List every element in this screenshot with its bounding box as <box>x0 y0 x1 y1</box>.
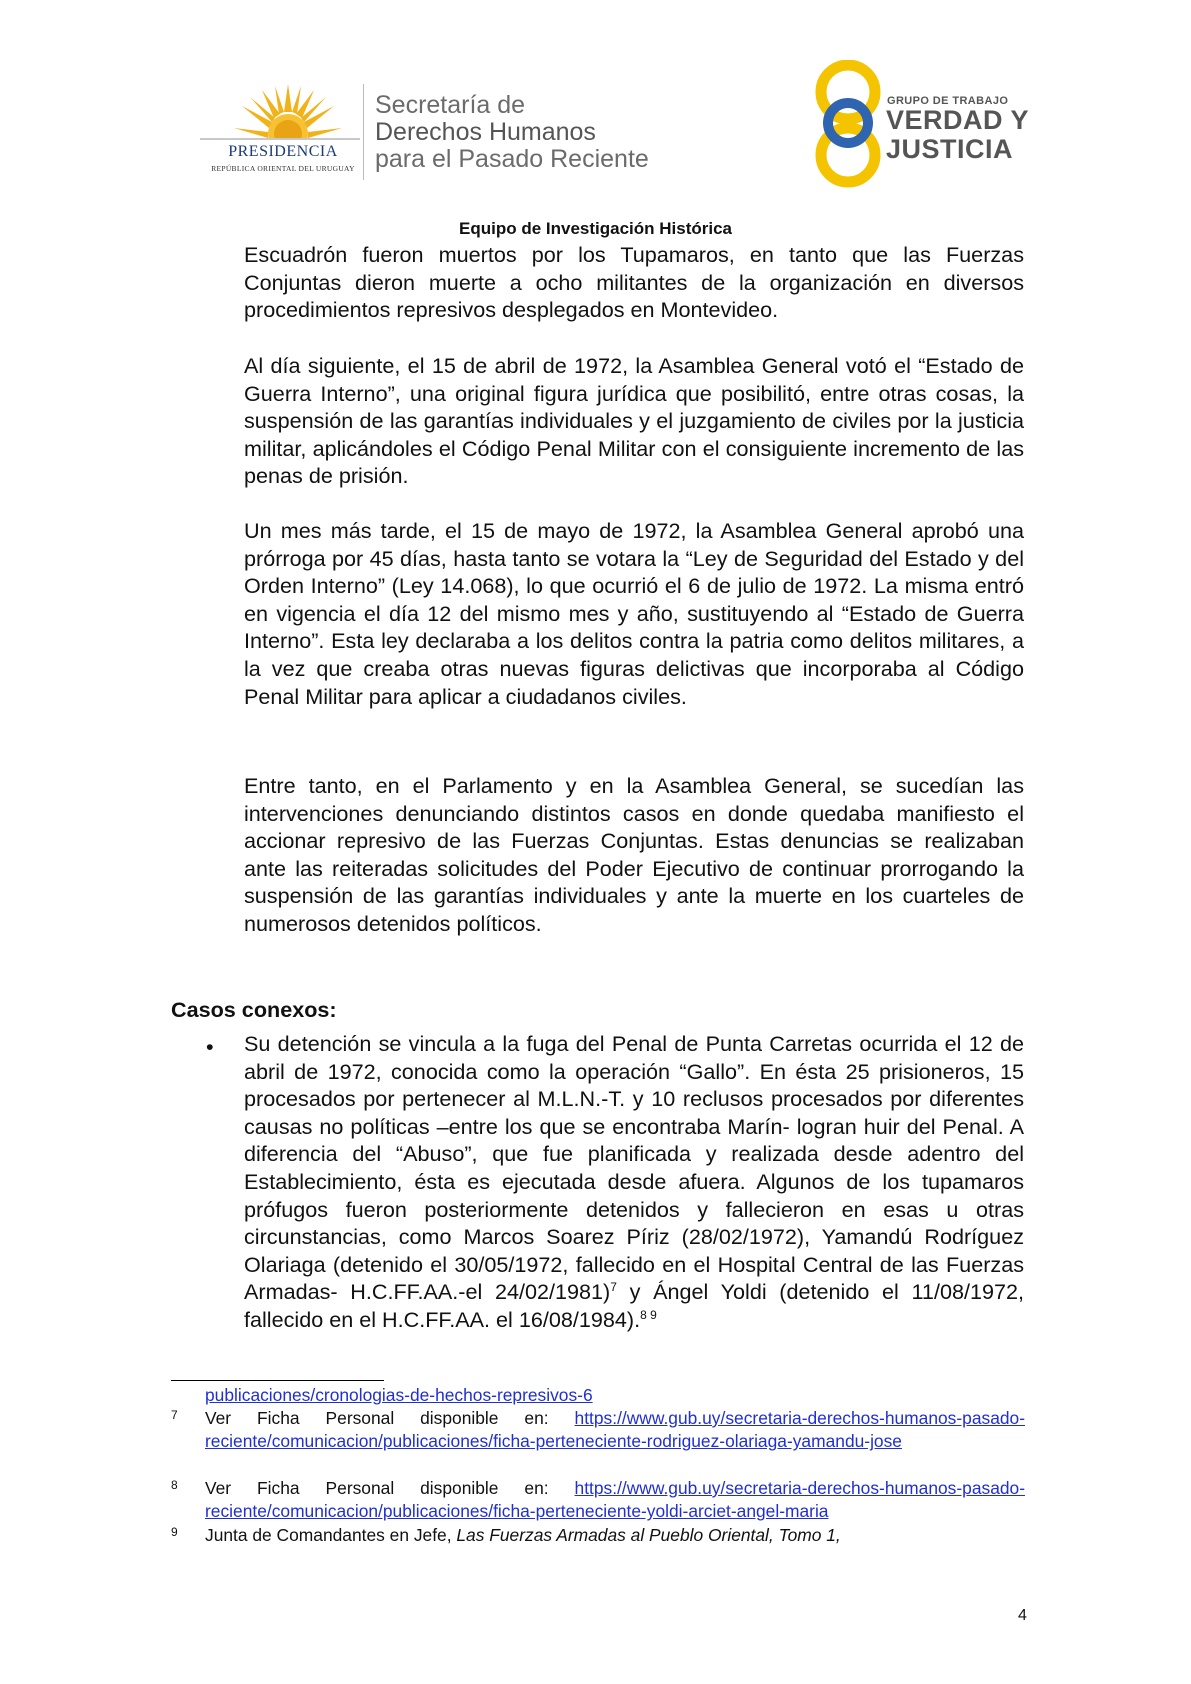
footnote-cont-link[interactable]: publicaciones/cronologias-de-hechos-represivos-6 <box>205 1385 593 1405</box>
justicia-label: JUSTICIA <box>886 134 1014 164</box>
footnote-9-number: 9 <box>171 1525 178 1539</box>
paragraph-4: Entre tanto, en el Parlamento y en la Asamblea General, se sucedían las intervenciones denunciando distintos casos en donde quedaba manifiesto el accionar represivo de las Fuerzas Conjuntas. Estas denuncias se realizaban ante las reiteradas solicitudes del Poder Ejecutivo de continuar prorrogando la suspensión de las garantías individuales y ante la muerte en los cuarteles de numerosos detenidos políticos. <box>244 773 1024 936</box>
footnote-7 <box>205 1407 1025 1454</box>
footnote-9-text: Junta de Comandantes en Jefe, <box>205 1525 457 1545</box>
secretaria-line-2: Derechos Humanos <box>375 118 596 146</box>
logo-divider-line <box>200 138 360 140</box>
footnote-8-number: 8 <box>171 1478 178 1492</box>
team-title: Equipo de Investigación Histórica <box>459 219 732 238</box>
footnote-separator <box>171 1380 384 1381</box>
bullet-paragraph <box>244 1030 1024 1334</box>
bullet-symbol: • <box>206 1034 214 1059</box>
presidencia-name: PRESIDENCIA <box>228 143 338 160</box>
verdad-justicia-title <box>886 106 1029 164</box>
secretaria-line-3: para el Pasado Reciente <box>375 145 649 173</box>
footnote-8 <box>205 1477 1025 1524</box>
footnote-8-link[interactable]: https://www.gub.uy/secretaria-derechos-humanos-pasado-reciente/comunicacion/publicaciones/ficha-perteneciente-yoldi-arciet-angel-maria <box>205 1478 1025 1522</box>
footnote-ref-7[interactable]: 7 <box>610 1280 617 1295</box>
secretaria-title <box>375 92 649 173</box>
bullet-text: Su detención se vincula a la fuga del Penal de Punta Carretas ocurrida el 12 de abril de 1972, conocida como la operación “Gallo”. En ésta 25 prisioneros, 15 procesados por pertenecer al M.L.N.-T. y 10 reclusos procesados por diferentes causas no políticas –entre los que se encontraba Marín- logran huir del Penal. A diferencia del “Abuso”, que fue planificada y realizada desde adentro del Establecimiento, ésta es ejecutada desde afuera. Algunos de los tupamaros prófugos fueron posteriormente detenidos y fallecieron en esas u otras circunstancias, como Marcos Soarez Píriz (28/02/1972), Yamandú Rodríguez Olariaga (detenido el 30/05/1972, fallecido en el Hospital Central de las Fuerzas Armadas- H.C.FF.AA.-el 24/02/1981) <box>244 1031 1024 1305</box>
paragraph-1: Escuadrón fueron muertos por los Tupamaros, en tanto que las Fuerzas Conjuntas dieron muerte a ocho militantes de la organización en diversos procedimientos represivos desplegados en Montevideo. <box>244 242 1024 323</box>
footnote-7-link[interactable]: https://www.gub.uy/secretaria-derechos-humanos-pasado-reciente/comunicacion/publicaciones/ficha-perteneciente-rodriguez-olariaga-yamandu-jose <box>205 1408 1025 1452</box>
footnote-8-text: Ver Ficha Personal disponible en: <box>205 1478 575 1498</box>
bullet-text-continued: y Ángel Yoldi (detenido el 11/08/1972, fallecido en el H.C.FF.AA. el 16/08/1984). <box>244 1279 1024 1332</box>
footnote-9 <box>205 1524 1025 1547</box>
sun-logo-icon <box>232 78 344 142</box>
secretaria-line-1: Secretaría de <box>375 91 526 119</box>
paragraph-2: Al día siguiente, el 15 de abril de 1972, la Asamblea General votó el “Estado de Guerra Interno”, una original figura jurídica que posibilitó, entre otras cosas, la suspensión de las garantías individuales y el juzgamiento de civiles por la justicia militar, aplicándoles el Código Penal Militar con el consiguiente incremento de las penas de prisión. <box>244 353 1024 489</box>
presidencia-subtitle: REPÚBLICA ORIENTAL DEL URUGUAY <box>211 164 355 173</box>
page-header <box>0 0 1191 238</box>
grupo-trabajo-label: GRUPO DE TRABAJO <box>887 95 1009 107</box>
footnote-ref-8-9[interactable]: 8 9 <box>640 1307 657 1322</box>
footnote-continuation <box>205 1384 1025 1407</box>
footnote-9-italic: Las Fuerzas Armadas al Pueblo Oriental, Tomo 1, <box>456 1525 841 1545</box>
header-divider <box>363 84 364 180</box>
paragraph-3: Un mes más tarde, el 15 de mayo de 1972, la Asamblea General aprobó una prórroga por 45 días, hasta tanto se votara la “Ley de Seguridad del Estado y del Orden Interno” (Ley 14.068), lo que ocurrió el 6 de julio de 1972. La misma entró en vigencia el día 12 del mismo mes y año, sustituyendo al “Estado de Guerra Interno”. Esta ley declaraba a los delitos contra la patria como delitos militares, a la vez que creaba otras nuevas figuras delictivas que incorporaba al Código Penal Militar para aplicar a ciudadanos civiles. <box>244 518 1024 709</box>
footnote-7-text: Ver Ficha Personal disponible en: <box>205 1408 575 1428</box>
section-heading: Casos conexos: <box>171 997 337 1022</box>
footnote-7-number: 7 <box>171 1408 178 1422</box>
page-number: 4 <box>1018 1607 1027 1624</box>
verdad-justicia-logo-icon <box>810 60 886 190</box>
verdad-label: VERDAD Y <box>886 105 1030 135</box>
